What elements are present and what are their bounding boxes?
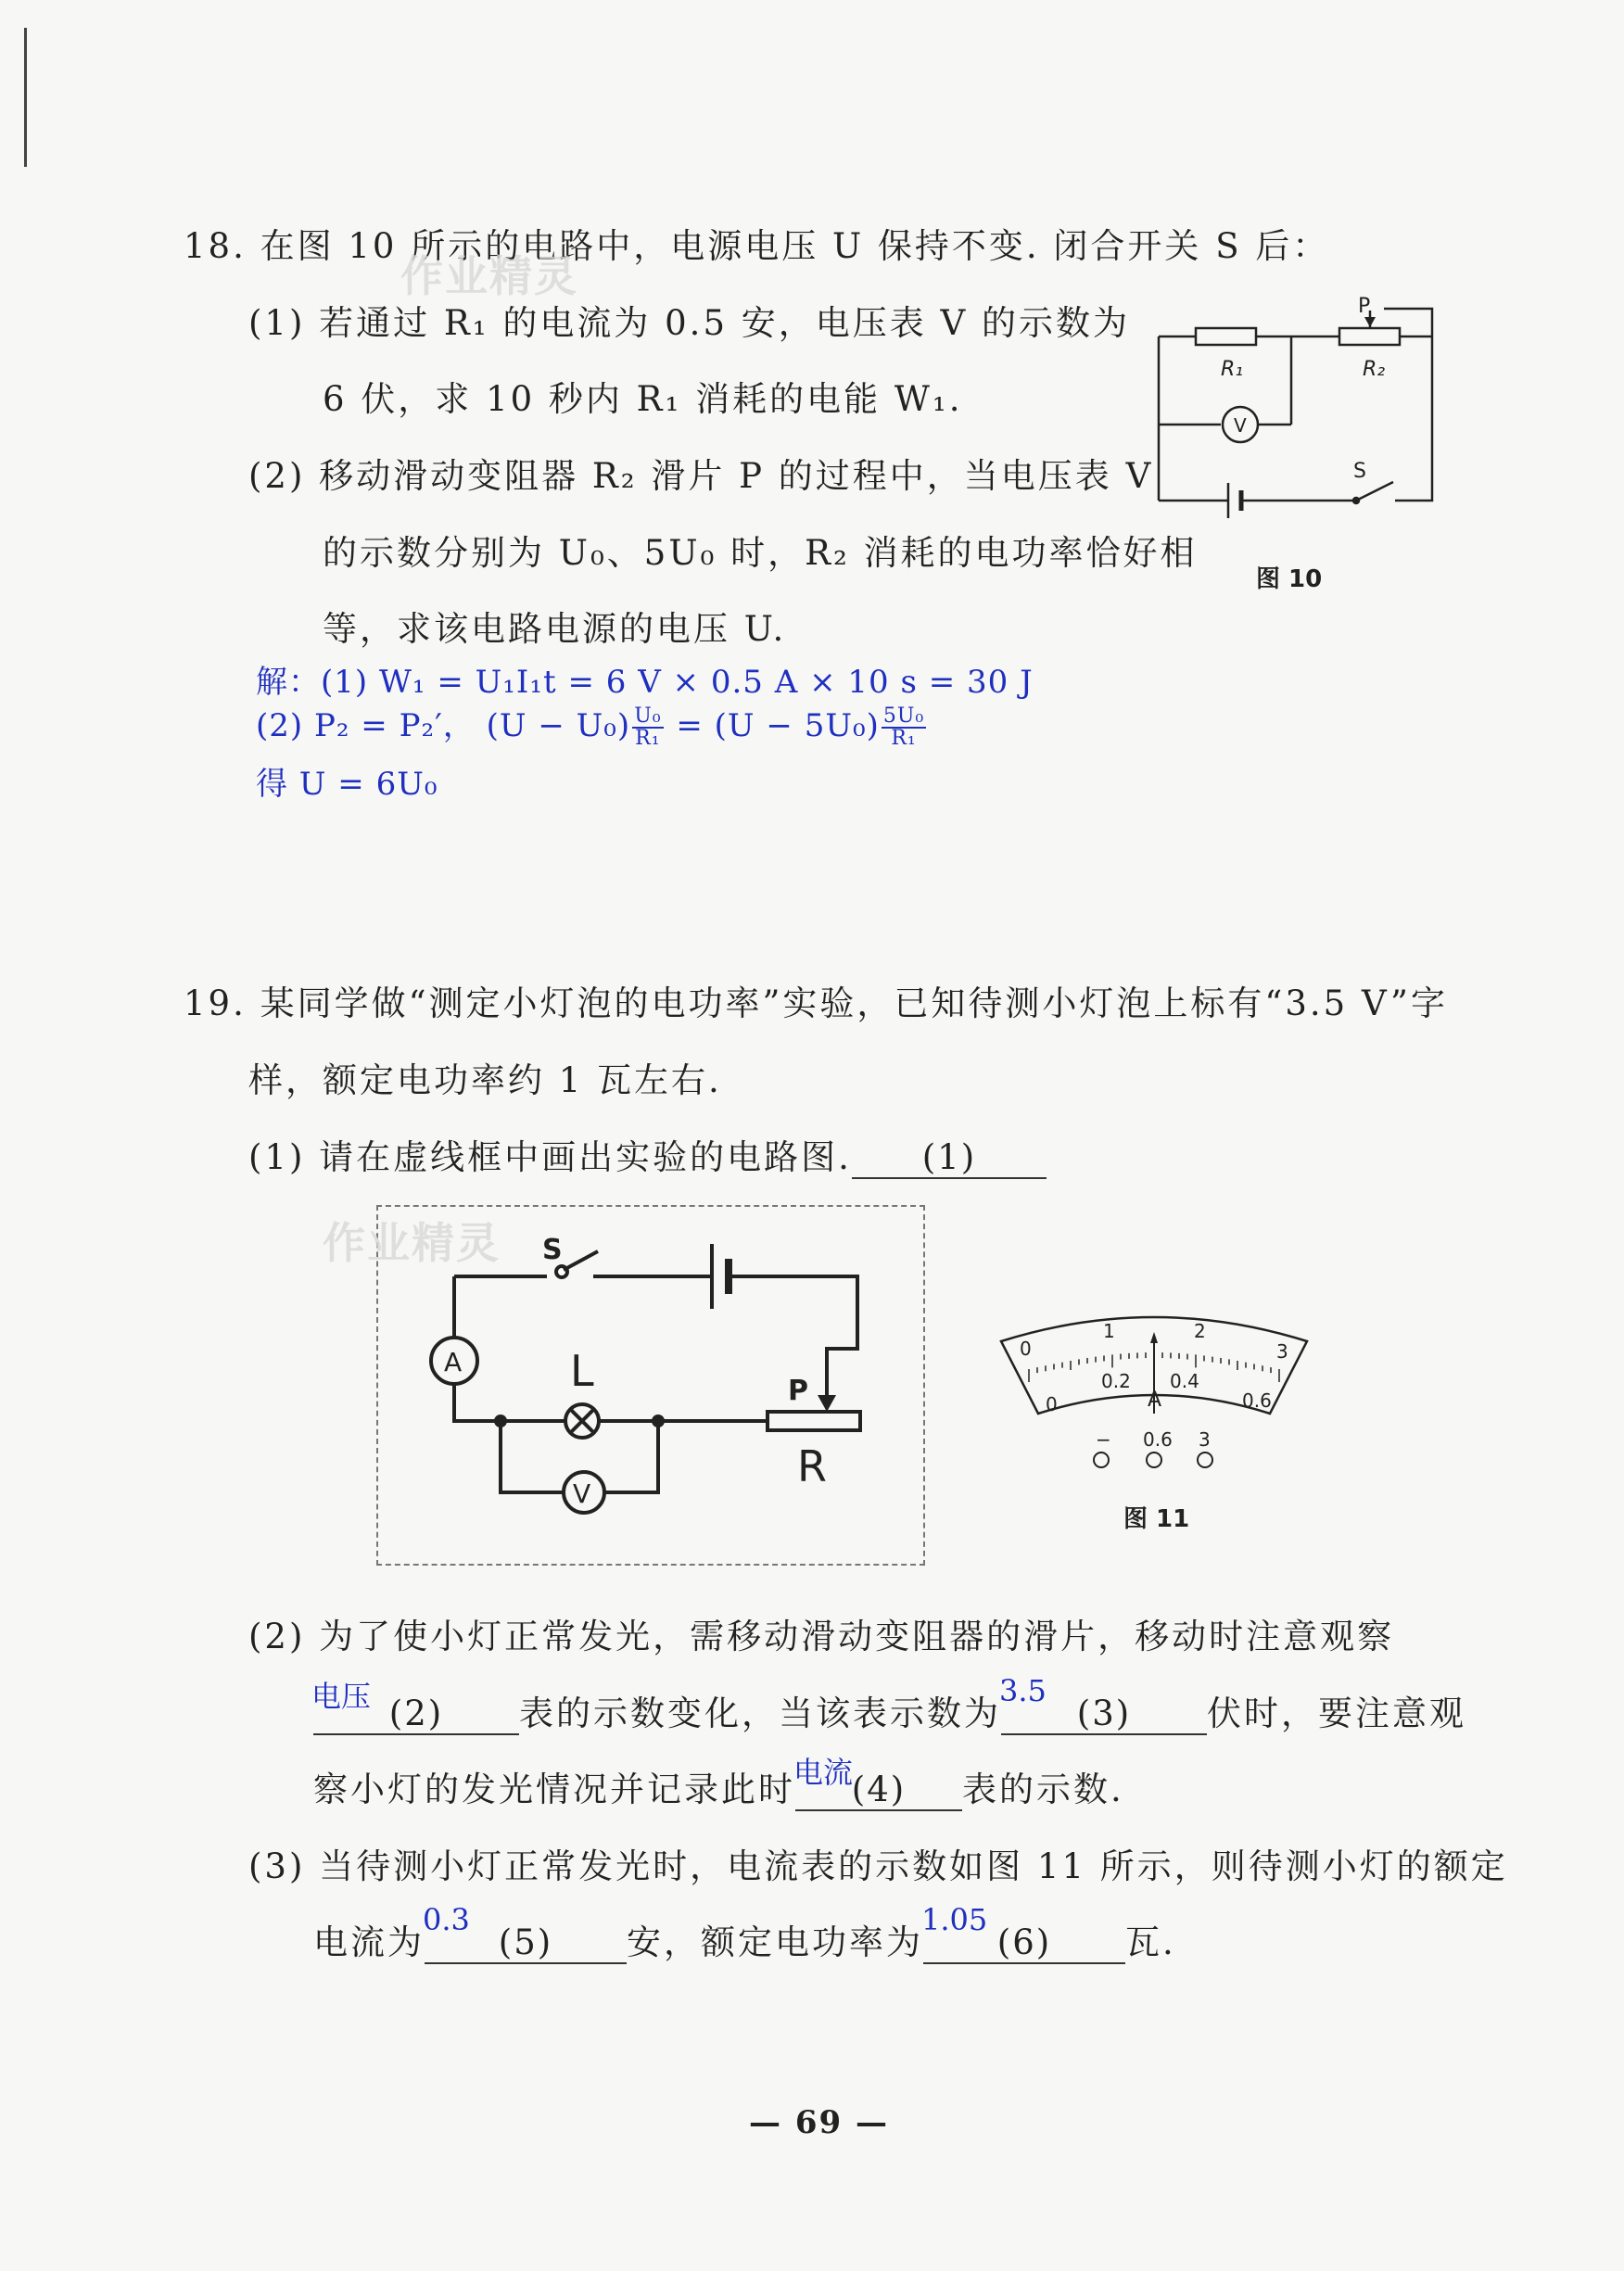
- blank-1-label: (1): [921, 1137, 977, 1177]
- watermark: 作业精灵: [400, 251, 578, 301]
- blank-2[interactable]: [311, 1679, 519, 1735]
- q19-line1: 19. 某同学做“测定小灯泡的电功率”实验，已知待测小灯泡上标有“3.5 V”字: [184, 983, 1448, 1023]
- label-v: V: [573, 1478, 591, 1509]
- label-r2: R₂: [1363, 358, 1386, 381]
- top-scale-1: 1: [1103, 1320, 1115, 1342]
- page-number: — 69 —: [749, 2104, 889, 2141]
- answer-2: 电压: [311, 1679, 372, 1714]
- terminal-3[interactable]: [1198, 1453, 1212, 1467]
- label-a: A: [444, 1347, 463, 1377]
- slider-arrow: [1364, 317, 1376, 327]
- frac2-den: R₁: [891, 727, 917, 750]
- label-r1: R₁: [1221, 358, 1244, 381]
- frac2-num: 5U₀: [882, 704, 925, 728]
- q18-solution-2: [256, 700, 928, 749]
- q19-part1-text: (1) 请在虚线框中画出实验的电路图.: [248, 1137, 852, 1177]
- wire: [501, 1421, 564, 1492]
- unit-label: A: [1148, 1389, 1162, 1412]
- junction-dot: [652, 1415, 665, 1427]
- junction-dot: [494, 1415, 507, 1427]
- q19-part3-line-a: (3) 当待测小灯正常发光时，电流表的示数如图 11 所示，则待测小灯的额定: [248, 1846, 1508, 1886]
- answer-6: 1.05: [921, 1902, 988, 1937]
- terminal-label-neg: −: [1096, 1428, 1111, 1451]
- frac1-den: R₁: [635, 727, 661, 750]
- needle-tip: [1150, 1332, 1158, 1343]
- blank-6[interactable]: [921, 1902, 1125, 1964]
- margin-rule: [24, 28, 27, 167]
- q19-part2-mid: 表的示数变化，当该表示数为: [519, 1694, 1001, 1733]
- fraction-2: [882, 706, 926, 749]
- fraction-1: [632, 706, 663, 749]
- terminal-neg[interactable]: [1094, 1453, 1109, 1467]
- blank-3[interactable]: [999, 1673, 1207, 1735]
- blank-5-label: (5): [498, 1922, 553, 1962]
- wire: [604, 1421, 658, 1492]
- q19-line2: 样，额定电功率约 1 瓦左右.: [248, 1060, 722, 1100]
- q19-part2c-start: 察小灯的发光情况并记录此时: [313, 1770, 795, 1809]
- sol2-mid: = (U − 5U₀): [665, 707, 880, 744]
- q18-part1-line-a: (1) 若通过 R₁ 的电流为 0.5 安，电压表 V 的示数为: [248, 303, 1130, 343]
- blank-5[interactable]: [423, 1902, 627, 1964]
- switch-blade: [1356, 482, 1393, 501]
- resistor-r2: [1339, 328, 1400, 345]
- sol2-prefix: (2) P₂ = P₂′， (U − U₀): [256, 707, 631, 744]
- bottom-scale-0: 0: [1046, 1393, 1058, 1415]
- terminal-label-06: 0.6: [1143, 1428, 1173, 1451]
- label-r: R: [797, 1441, 827, 1491]
- answer-3: 3.5: [999, 1673, 1047, 1708]
- blank-4-label: (4): [851, 1770, 907, 1809]
- figure-10-circuit: [1145, 292, 1451, 607]
- figure-11-ammeter: [992, 1312, 1316, 1548]
- watermark-2: 作业精灵: [323, 1218, 501, 1268]
- figure-11-caption: 图 11: [1123, 1505, 1190, 1533]
- rheostat: [768, 1412, 860, 1430]
- bottom-scale-1: 0.2: [1101, 1370, 1131, 1392]
- q18-solution-3: 得 U = 6U₀: [256, 766, 438, 803]
- q19-part3-line-b: [313, 1902, 1176, 1964]
- q19-part2-line-c: [313, 1755, 1124, 1811]
- q19-part1: [248, 1129, 1047, 1179]
- frac1-num: U₀: [634, 704, 662, 728]
- bottom-scale-3: 0.6: [1242, 1389, 1272, 1412]
- q18-part2-line-c: 等，求该电路电源的电压 U.: [323, 609, 787, 649]
- label-s: S: [542, 1234, 563, 1266]
- label-p: P: [788, 1375, 808, 1407]
- answer-5: 0.3: [423, 1902, 470, 1937]
- q19-part3-mid: 安，额定电功率为: [627, 1922, 923, 1962]
- q19-part3-end: 瓦.: [1125, 1922, 1176, 1962]
- blank-4[interactable]: [793, 1755, 962, 1811]
- bottom-scale-2: 0.4: [1170, 1370, 1199, 1392]
- q18-part1-line-b: 6 伏，求 10 秒内 R₁ 消耗的电能 W₁.: [323, 379, 963, 419]
- terminal-label-3: 3: [1199, 1428, 1211, 1451]
- q19-part2-line-b: [311, 1673, 1466, 1735]
- q18-part2-line-b: 的示数分别为 U₀、5U₀ 时，R₂ 消耗的电功率恰好相: [323, 533, 1198, 573]
- q19-part3-start: 电流为: [313, 1922, 425, 1962]
- label-l: L: [570, 1346, 594, 1396]
- switch-blade: [564, 1251, 598, 1270]
- q18-line1: 18. 在图 10 所示的电路中，电源电压 U 保持不变. 闭合开关 S 后：: [184, 226, 1330, 266]
- terminal-06[interactable]: [1147, 1453, 1161, 1467]
- wire: [454, 1384, 567, 1421]
- q19-part2-line-a: (2) 为了使小灯正常发光，需移动滑动变阻器的滑片，移动时注意观察: [248, 1617, 1395, 1656]
- slider-arrow: [818, 1395, 836, 1412]
- blank-6-label: (6): [996, 1922, 1052, 1962]
- q18-solution-1: 解：(1) W₁ = U₁I₁t = 6 V × 0.5 A × 10 s = 30 J: [256, 664, 1034, 701]
- blank-1[interactable]: [852, 1137, 1047, 1179]
- q18-part2-line-a: (2) 移动滑动变阻器 R₂ 滑片 P 的过程中，当电压表 V: [248, 456, 1154, 496]
- top-scale-0: 0: [1020, 1338, 1032, 1360]
- resistor-r1: [1196, 328, 1256, 345]
- label-v: V: [1234, 414, 1247, 437]
- figure-10-caption: 图 10: [1256, 565, 1323, 593]
- top-scale-2: 2: [1194, 1320, 1206, 1342]
- label-s: S: [1353, 460, 1366, 483]
- experiment-circuit: [417, 1224, 890, 1548]
- answer-4: 电流: [793, 1755, 854, 1790]
- label-p: P: [1358, 295, 1371, 318]
- top-scale-3: 3: [1276, 1340, 1288, 1363]
- q19-part2c-end: 表的示数.: [962, 1770, 1124, 1809]
- blank-2-label: (2): [388, 1694, 444, 1733]
- blank-3-label: (3): [1076, 1694, 1132, 1733]
- q19-part2-end: 伏时，要注意观: [1207, 1694, 1466, 1733]
